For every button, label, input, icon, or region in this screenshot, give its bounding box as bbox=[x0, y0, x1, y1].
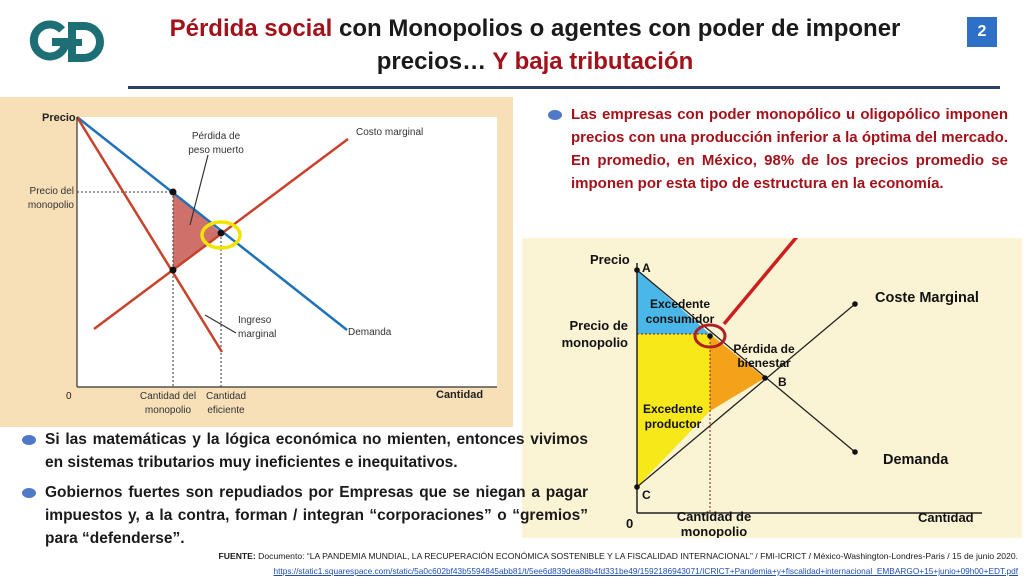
left-deadweight-label-2: peso muerto bbox=[188, 145, 244, 156]
page-title bbox=[150, 12, 920, 78]
bullet-dot-icon bbox=[22, 435, 36, 445]
left-efficient-qty-label-2: eficiente bbox=[207, 405, 245, 416]
consumer-surplus-label-1: Excedente bbox=[649, 297, 711, 311]
welfare-loss-chart bbox=[522, 238, 1022, 538]
welfare-loss-chart-svg bbox=[522, 238, 1022, 538]
right-monopoly-qty-label-1: Cantidad de bbox=[676, 509, 752, 524]
cost-end-marker bbox=[852, 301, 858, 307]
title-main: con Monopolios o agentes con poder de imponer precios… bbox=[332, 15, 901, 75]
consumer-surplus-label-2: consumidor bbox=[645, 312, 715, 326]
point-b-marker bbox=[762, 375, 768, 381]
monopoly-point bbox=[707, 333, 713, 339]
producer-surplus-label-2: productor bbox=[644, 417, 702, 431]
deadweight-loss-chart-svg bbox=[0, 97, 513, 427]
right-origin-label: 0 bbox=[626, 516, 634, 531]
left-monopoly-qty-label-1: Cantidad del bbox=[139, 391, 197, 402]
conclusion-item bbox=[22, 428, 588, 474]
trend-arrow-shaft bbox=[724, 238, 805, 324]
plot-background bbox=[77, 117, 497, 387]
bullet-dot-icon bbox=[548, 110, 562, 120]
title-highlight-2: Y baja tributación bbox=[492, 48, 694, 75]
left-y-axis-label: Precio bbox=[42, 112, 76, 124]
left-monopoly-price-label-2: monopolio bbox=[27, 200, 74, 211]
right-x-axis-label: Cantidad bbox=[918, 510, 974, 525]
point-a-label: A bbox=[642, 261, 651, 275]
right-monopoly-qty-label-2: monopolio bbox=[680, 524, 748, 538]
left-deadweight-label-1: Pérdida de bbox=[191, 131, 241, 142]
title-highlight-1: Pérdida social bbox=[169, 15, 333, 42]
left-x-axis-label: Cantidad bbox=[436, 389, 484, 401]
title-divider bbox=[128, 86, 1000, 89]
source-link[interactable]: https://static1.squarespace.com/static/5a0c602bf43b5594845abb81/t/5ee6d839dea88b4fd331be49/1592186943071/ICRICT+Pandemia+y+fiscalidad+internacional_EMBARGO+15+junio+09h00+EDT.pdf bbox=[273, 566, 1018, 576]
deadweight-loss-chart bbox=[0, 97, 513, 427]
right-monopoly-price-label-1: Precio de bbox=[569, 318, 628, 333]
gd-logo bbox=[28, 18, 106, 66]
conclusion-text-1: Si las matemáticas y la lógica económica no mienten, entonces vivimos en sistemas tributarios muy ineficientes e inequitativos. bbox=[45, 431, 588, 471]
bullet-dot-icon bbox=[22, 488, 36, 498]
point-c-label: C bbox=[642, 488, 651, 502]
monopoly-power-text: Las empresas con poder monopólico u oligopólico imponen precios con una producción inferior a la óptima del mercado. En promedio, en México, 98% de los precios promedio se imponen por esta tipo de estructura en la economía. bbox=[571, 106, 1008, 192]
welfare-loss-label-1: Pérdida de bbox=[733, 342, 795, 356]
monopoly-point bbox=[170, 189, 177, 196]
left-monopoly-price-label-1: Precio del bbox=[29, 186, 74, 197]
point-a-marker bbox=[634, 267, 640, 273]
demand-end-marker bbox=[852, 449, 858, 455]
right-demand-label: Demanda bbox=[883, 452, 949, 468]
right-monopoly-price-label-2: monopolio bbox=[561, 335, 628, 350]
left-origin-label: 0 bbox=[66, 391, 72, 402]
conclusion-text-2: Gobiernos fuertes son repudiados por Empresas que se niegan a pagar impuestos y, a la contra, forman / integran “corporaciones” o “gremios” para “defenderse”. bbox=[45, 484, 588, 547]
right-y-axis-label: Precio bbox=[590, 252, 630, 267]
source-text: Documento: “LA PANDEMIA MUNDIAL, LA RECUPERACIÓN ECONÓMICA SOSTENIBLE Y LA FISCALIDAD INTERNACIONAL” / FMI-ICRICT / México-Washington-Londres-Paris / 15 de junio 2020. bbox=[255, 551, 1018, 561]
mr-mc-point bbox=[170, 267, 177, 274]
efficient-point bbox=[218, 230, 225, 237]
welfare-loss-label-2: bienestar bbox=[737, 356, 791, 370]
monopoly-power-note bbox=[548, 103, 1008, 195]
source-label: FUENTE: bbox=[218, 551, 256, 561]
point-c-marker bbox=[634, 484, 640, 490]
source-citation bbox=[0, 551, 1018, 561]
left-marginal-revenue-label-2: marginal bbox=[238, 329, 277, 340]
left-marginal-cost-label: Costo marginal bbox=[356, 127, 424, 138]
right-marginal-cost-label: Coste Marginal bbox=[875, 290, 979, 306]
left-demand-label: Demanda bbox=[348, 327, 392, 338]
point-b-label: B bbox=[778, 375, 787, 389]
page-number-badge: 2 bbox=[967, 17, 997, 47]
left-efficient-qty-label-1: Cantidad bbox=[205, 391, 247, 402]
left-monopoly-qty-label-2: monopolio bbox=[144, 405, 192, 416]
left-marginal-revenue-label-1: Ingreso bbox=[238, 315, 272, 326]
conclusion-bullets bbox=[22, 428, 588, 557]
producer-surplus-label-1: Excedente bbox=[642, 402, 704, 416]
conclusion-item bbox=[22, 481, 588, 550]
